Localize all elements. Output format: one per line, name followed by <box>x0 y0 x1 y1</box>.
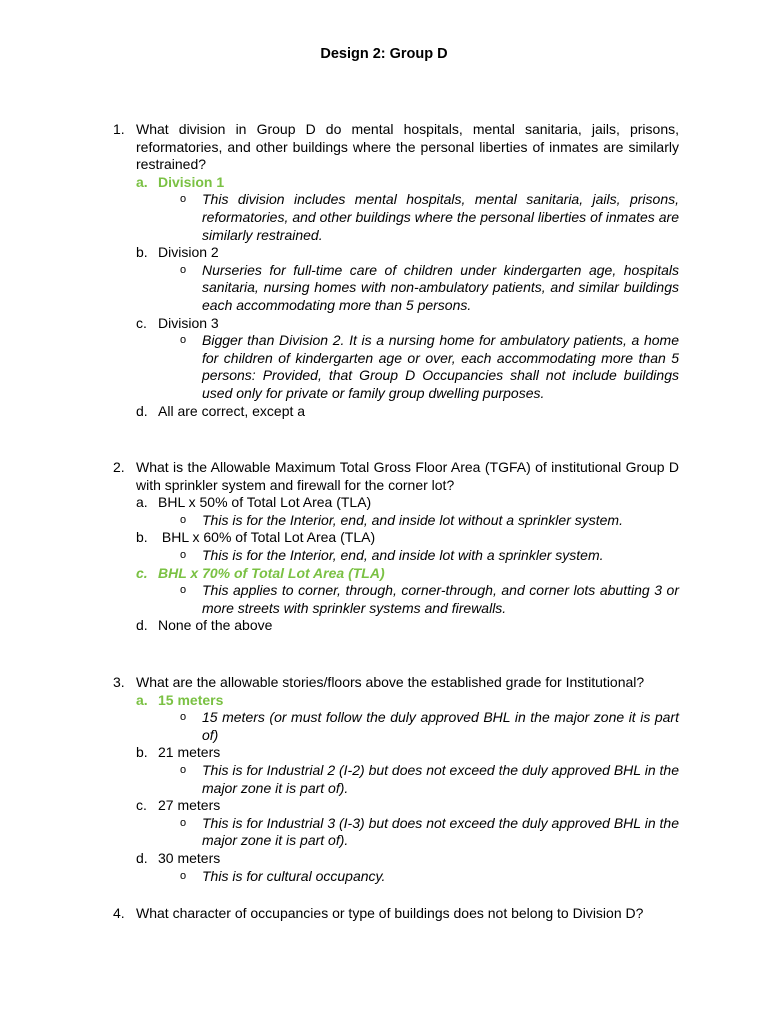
choice-text: All are correct, except a <box>158 402 306 419</box>
choice-text: 21 meters <box>158 744 221 761</box>
choice-c <box>113 565 679 583</box>
choice-letter: b. <box>136 744 148 761</box>
bullet-icon: o <box>180 584 187 597</box>
question-text: What are the allowable stories/floors above the established grade for Institutional? <box>136 674 645 690</box>
choice-text: BHL x 70% of Total Lot Area (TLA) <box>158 564 385 581</box>
question-2 <box>113 459 679 635</box>
choice-letter: a. <box>136 691 148 708</box>
bullet-icon: o <box>180 711 187 724</box>
question-number: 2. <box>113 459 125 475</box>
choice-c <box>113 315 679 333</box>
choice-d <box>113 617 679 635</box>
choice-text: BHL x 50% of Total Lot Area (TLA) <box>158 494 372 511</box>
note-text: This is for Industrial 3 (I-3) but does not exceed the duly approved BHL in the major zone it is part of). <box>202 814 679 849</box>
bullet-icon: o <box>180 816 187 829</box>
choice-text: 15 meters <box>158 691 224 708</box>
bullet-icon: o <box>180 193 187 206</box>
choice-letter: a. <box>136 494 148 511</box>
choice-letter: c. <box>136 797 147 814</box>
explanation-note <box>113 582 679 617</box>
choice-letter: b. <box>136 529 148 546</box>
choice-letter: d. <box>136 402 148 419</box>
choice-letter: d. <box>136 617 148 634</box>
explanation-note <box>113 868 679 886</box>
choice-text: None of the above <box>158 617 273 634</box>
note-text: This division includes mental hospitals, mental sanitaria, jails, prisons, reformatories, and other buildings where the personal liberties of inmates are similarly restrained. <box>202 191 679 243</box>
explanation-note <box>113 332 679 402</box>
choice-letter: a. <box>136 173 148 190</box>
choice-b <box>113 529 679 547</box>
choice-a <box>113 174 679 192</box>
choice-text: 27 meters <box>158 797 221 814</box>
note-text: This applies to corner, through, corner-through, and corner lots abutting 3 or more streets with sprinkler systems and firewalls. <box>202 582 679 616</box>
question-3 <box>113 674 679 885</box>
question-row <box>113 121 679 174</box>
note-text: This is for Industrial 2 (I-2) but does not exceed the duly approved BHL in the major zone it is part of). <box>202 761 679 796</box>
choice-d <box>113 850 679 868</box>
choice-c <box>113 797 679 815</box>
note-text: Bigger than Division 2. It is a nursing home for ambulatory patients, a home for children of kindergarten age or over, each accommodating more than 5 persons: Provided, that Group D Occupancies shall not include buildings used only for private or family group dwelling purposes. <box>202 332 679 401</box>
choice-b <box>113 744 679 762</box>
bullet-icon: o <box>180 513 187 526</box>
question-1 <box>113 121 679 420</box>
explanation-note <box>113 547 679 565</box>
bullet-icon: o <box>180 263 187 276</box>
explanation-note <box>113 815 679 850</box>
note-text: This is for cultural occupancy. <box>202 867 386 884</box>
question-text: What is the Allowable Maximum Total Gross Floor Area (TGFA) of institutional Group D with sprinkler system and firewall for the corner lot? <box>136 459 679 493</box>
question-row <box>113 674 679 692</box>
note-text: This is for the Interior, end, and inside lot without a sprinkler system. <box>202 511 623 528</box>
question-row <box>113 459 679 494</box>
note-text: Nurseries for full-time care of children under kindergarten age, hospitals sanitaria, nursing homes with non-ambulatory patients, and similar buildings each accommodating more than 5 persons. <box>202 261 679 313</box>
choice-letter: b. <box>136 244 148 261</box>
question-4 <box>113 905 679 923</box>
question-number: 4. <box>113 905 125 921</box>
bullet-icon: o <box>180 869 187 882</box>
explanation-note <box>113 709 679 744</box>
explanation-note <box>113 262 679 315</box>
explanation-note <box>113 191 679 244</box>
bullet-icon: o <box>180 548 187 561</box>
explanation-note <box>113 762 679 797</box>
choice-letter: c. <box>136 314 147 331</box>
choice-text: BHL x 60% of Total Lot Area (TLA) <box>158 529 376 546</box>
choice-text: Division 1 <box>158 173 225 190</box>
choice-d <box>113 403 679 421</box>
question-number: 1. <box>113 121 125 137</box>
bullet-icon: o <box>180 334 187 347</box>
choice-text: Division 3 <box>158 314 219 331</box>
bullet-icon: o <box>180 763 187 776</box>
question-text: What division in Group D do mental hospitals, mental sanitaria, jails, prisons, reformatories, and other buildings where the personal liberties of inmates are similarly restrained? <box>136 121 679 173</box>
explanation-note <box>113 512 679 530</box>
note-text: 15 meters (or must follow the duly approved BHL in the major zone it is part of) <box>202 709 679 743</box>
choice-a <box>113 494 679 512</box>
question-row <box>113 905 679 923</box>
choice-text: Division 2 <box>158 244 219 261</box>
choice-letter: d. <box>136 849 148 866</box>
choice-text: 30 meters <box>158 849 221 866</box>
note-text: This is for the Interior, end, and inside lot with a sprinkler system. <box>202 546 604 563</box>
page-title: Design 2: Group D <box>320 46 448 62</box>
choice-letter: c. <box>136 564 148 581</box>
choice-b <box>113 244 679 262</box>
choice-a <box>113 692 679 710</box>
question-number: 3. <box>113 674 125 690</box>
question-text: What character of occupancies or type of buildings does not belong to Division D? <box>136 905 644 921</box>
